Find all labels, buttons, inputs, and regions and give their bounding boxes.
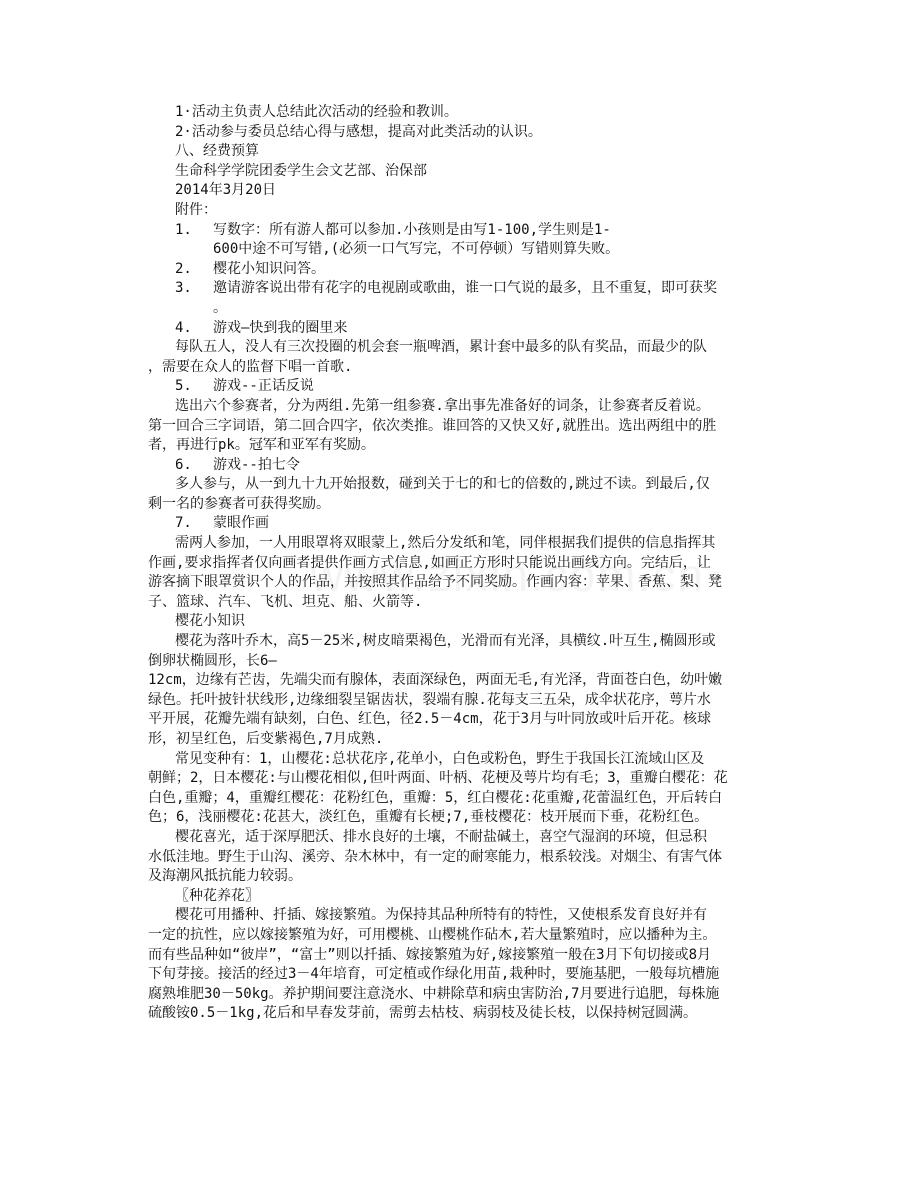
summary-item-2: 2·活动参与委员总结心得与感想，提高对此类活动的认识。 bbox=[175, 123, 542, 140]
paragraph-line: ，需要在众人的监督下唱一首歌. bbox=[148, 358, 353, 375]
attachment-label: 附件： bbox=[175, 201, 217, 218]
paragraph-line: 子、篮球、汽车、飞机、坦克、船、火箭等. bbox=[148, 593, 423, 610]
paragraph-line: 形，初呈红色，后变紫褐色,7月成熟. bbox=[148, 731, 384, 747]
paragraph-line: 樱花喜光，适于深厚肥沃、排水良好的土壤，不耐盐碱土，喜空气湿润的环境，但忌积 bbox=[175, 828, 707, 845]
paragraph-line: 色；6，浅丽樱花:花甚大，淡红色，重瓣有长梗;7,垂枝樱花：枝开展而下垂，花粉红色。 bbox=[148, 809, 709, 826]
budget-heading: 八、经费预算 bbox=[175, 143, 259, 160]
game-number: 2. bbox=[175, 260, 192, 277]
game-item-7 bbox=[148, 514, 782, 534]
game-text-line: 游戏—快到我的圈里来 bbox=[213, 319, 348, 336]
paragraph-line: 游客摘下眼罩赏识个人的作品，并按照其作品给予不同奖励。作画内容：苹果、香蕉、梨、凳 bbox=[148, 574, 722, 591]
paragraph-line: 腐熟堆肥30－50kg。养护期间要注意浇水、中耕除草和病虫害防治,7月要进行追肥，每株施 bbox=[148, 985, 720, 1002]
paragraph-line: 倒卵状椭圆形，长6— bbox=[148, 652, 277, 669]
paragraph-line: 需两人参加，一人用眼罩将双眼蒙上,然后分发纸和笔，同伴根据我们提供的信息指挥其 bbox=[175, 535, 716, 552]
game-item-6 bbox=[148, 456, 782, 476]
game-title: 游戏--正话反说 bbox=[213, 378, 314, 395]
game-text-line: 600中途不可写错,(必须一口气写完，不可停顿）写错则算失败。 bbox=[213, 241, 620, 258]
game-item-5 bbox=[148, 377, 782, 397]
game-item-4 bbox=[148, 319, 782, 339]
paragraph-line: 而有些品种如“彼岸”，“富士”则以扦插、嫁接繁殖为好,嫁接繁殖一般在3月下旬切接或8月 bbox=[148, 946, 711, 963]
paragraph-line: 12cm，边缘有芒齿，先端尖而有腺体，表面深绿色，两面无毛,有光泽，背面苍白色，幼叶嫩 bbox=[148, 672, 723, 689]
game-text-line: 樱花小知识问答。 bbox=[213, 260, 325, 277]
document-page bbox=[148, 103, 782, 1024]
paragraph-line: 绿色。托叶披针状线形,边缘细裂呈锯齿状，裂端有腺.花每支三五朵，成伞状花序，萼片水 bbox=[148, 691, 711, 708]
game-number: 5. bbox=[175, 378, 192, 395]
game-number: 1. bbox=[175, 221, 192, 238]
paragraph-line: 樱花为落叶乔木，高5－25米,树皮暗栗褐色，光滑而有光泽，具横纹.叶互生,椭圆形或 bbox=[175, 633, 716, 650]
paragraph-line: 第一回合三字词语，第二回合四字，依次类推。谁回答的又快又好,就胜出。选出两组中的胜 bbox=[148, 417, 717, 434]
game-text-line: 邀请游客说出带有花字的电视剧或歌曲，谁一口气说的最多，且不重复，即可获奖 bbox=[213, 280, 717, 297]
paragraph-line: 者，再进行pk。冠军和亚军有奖励。 bbox=[148, 437, 375, 454]
game-item-1 bbox=[148, 221, 782, 260]
paragraph-line: 朝鲜；2，日本樱花:与山樱花相似,但叶两面、叶柄、花梗及萼片均有毛；3，重瓣白樱花：花 bbox=[148, 770, 728, 787]
game-item-2 bbox=[148, 260, 782, 280]
game-text-line: 写数字：所有游人都可以参加.小孩则是由写1-100,学生则是1- bbox=[213, 221, 611, 238]
paragraph-line: 樱花可用播种、扦插、嫁接繁殖。为保持其品种所特有的特性，又使根系发育良好并有 bbox=[175, 907, 707, 924]
paragraph-line: 一定的抗性，应以嫁接繁殖为好，可用樱桃、山樱桃作砧木,若大量繁殖时，应以播种为主。 bbox=[148, 926, 717, 943]
paragraph-line: 水低洼地。野生于山沟、溪旁、杂木林中，有一定的耐寒能力，根系较浅。对烟尘、有害气体 bbox=[148, 848, 722, 865]
game-text-line: 。 bbox=[213, 299, 227, 316]
paragraph-line: 常见变种有：1，山樱花:总状花序,花单小，白色或粉色，野生于我国长江流域山区及 bbox=[175, 750, 705, 767]
paragraph-line: 每队五人，没人有三次投圈的机会套一瓶啤酒，累计套中最多的队有奖品，而最少的队 bbox=[175, 339, 707, 356]
paragraph-line: 及海潮风抵抗能力较弱。 bbox=[148, 868, 302, 885]
paragraph-line: 多人参与，从一到九十九开始报数，碰到关于七的和七的倍数的,跳过不读。到最后,仅 bbox=[175, 476, 710, 493]
paragraph-line: 硫酸铵0.5－1kg,花后和早春发芽前，需剪去枯枝、病弱枝及徒长枝，以保持树冠圆满。 bbox=[148, 1005, 697, 1022]
paragraph-line: 平开展，花瓣先端有缺刻，白色、红色，径2.5－4cm，花于3月与叶同放或叶后开花。核球 bbox=[148, 711, 711, 728]
organizer: 生命科学学院团委学生会文艺部、治保部 bbox=[175, 162, 427, 179]
paragraph-line: 作画,要求指挥者仅向画者提供作画方式信息,如画正方形时只能说出画线方向。完结后，让 bbox=[148, 554, 711, 571]
game-number: 3. bbox=[175, 280, 192, 297]
summary-item-1: 1·活动主负责人总结此次活动的经验和教训。 bbox=[175, 104, 458, 120]
paragraph-line: 白色,重瓣；4，重瓣红樱花：花粉红色，重瓣：5，红白樱花:花重瓣,花蕾温红色，开后转白 bbox=[148, 789, 723, 806]
date: 2014年3月20日 bbox=[175, 182, 277, 199]
game-title: 游戏--拍七令 bbox=[213, 456, 300, 473]
paragraph-line: 选出六个参赛者，分为两组.先第一组参赛.拿出事先准备好的词条，让参赛者反着说。 bbox=[175, 397, 710, 414]
planting-heading: 〖种花养花〗 bbox=[175, 887, 259, 904]
game-title: 蒙眼作画 bbox=[213, 515, 269, 532]
paragraph-line: 剩一名的参赛者可获得奖励。 bbox=[148, 495, 330, 512]
paragraph-line: 下旬芽接。接活的经过3－4年培育，可定植或作绿化用苗,栽种时，要施基肥，一般每坑槽施 bbox=[148, 966, 720, 983]
game-number: 4. bbox=[175, 319, 192, 336]
game-number: 7. bbox=[175, 515, 192, 532]
game-item-3 bbox=[148, 279, 782, 318]
knowledge-heading: 樱花小知识 bbox=[175, 613, 245, 630]
game-number: 6. bbox=[175, 456, 192, 473]
